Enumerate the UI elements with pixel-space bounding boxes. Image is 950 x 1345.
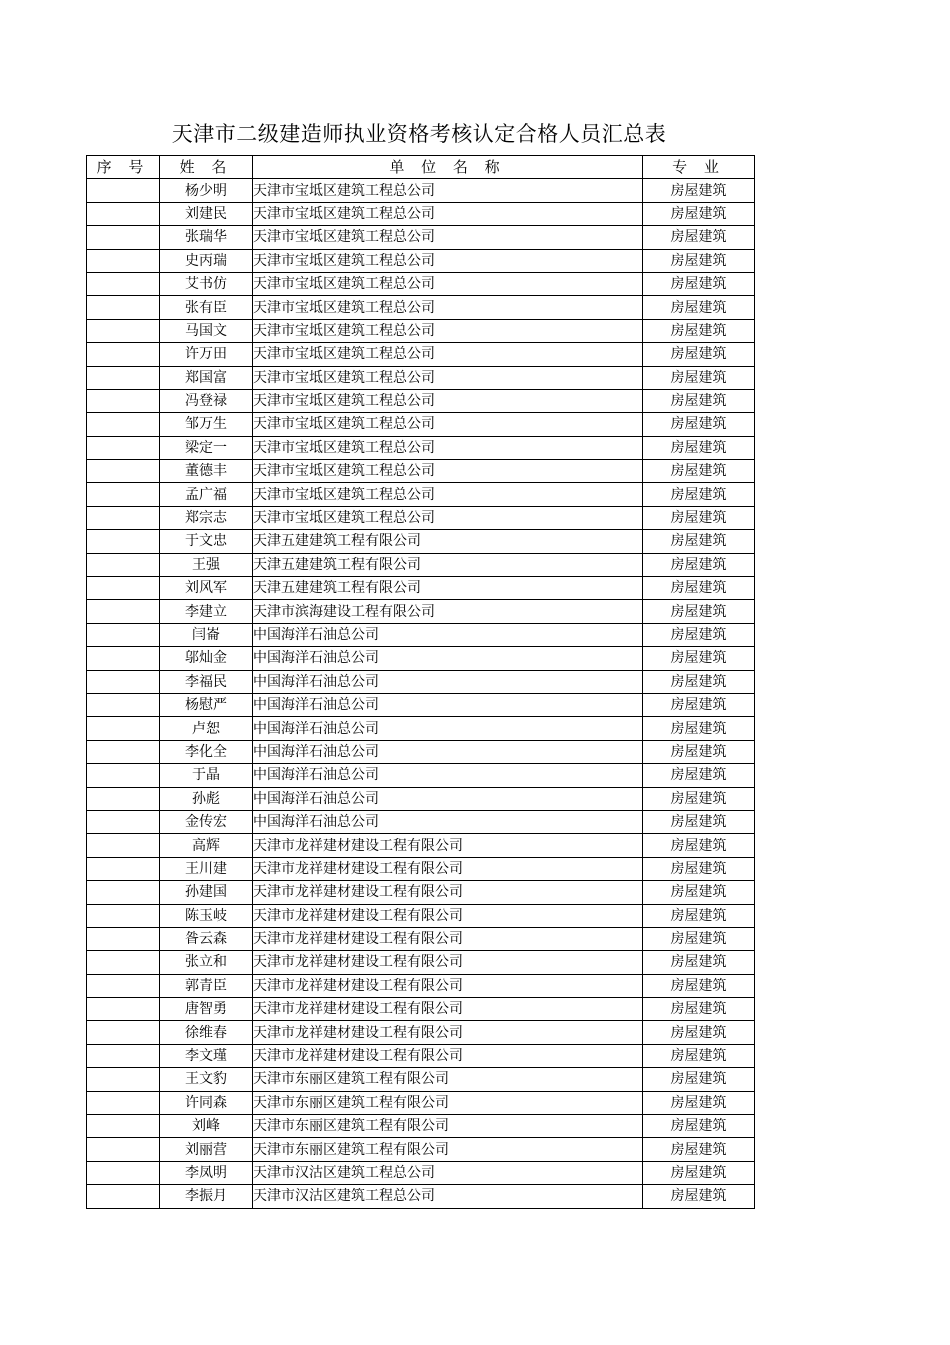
cell-unit: 中国海洋石油总公司 [253, 647, 643, 670]
cell-unit: 中国海洋石油总公司 [253, 717, 643, 740]
cell-name: 于文忠 [160, 530, 253, 553]
cell-spec: 房屋建筑 [643, 1185, 755, 1208]
cell-seq [87, 413, 160, 436]
cell-seq [87, 670, 160, 693]
table-row [87, 810, 755, 833]
cell-seq [87, 810, 160, 833]
cell-unit: 天津市宝坻区建筑工程总公司 [253, 506, 643, 529]
cell-spec: 房屋建筑 [643, 693, 755, 716]
cell-name: 梁定一 [160, 436, 253, 459]
cell-unit: 天津市宝坻区建筑工程总公司 [253, 226, 643, 249]
cell-unit: 天津市龙祥建材建设工程有限公司 [253, 974, 643, 997]
cell-name: 郑宗志 [160, 506, 253, 529]
cell-unit: 天津市宝坻区建筑工程总公司 [253, 483, 643, 506]
cell-seq [87, 1115, 160, 1138]
cell-unit: 天津市龙祥建材建设工程有限公司 [253, 904, 643, 927]
cell-seq [87, 647, 160, 670]
cell-name: 李建立 [160, 600, 253, 623]
table-row [87, 740, 755, 763]
cell-seq [87, 460, 160, 483]
cell-spec: 房屋建筑 [643, 670, 755, 693]
cell-spec: 房屋建筑 [643, 881, 755, 904]
cell-seq [87, 577, 160, 600]
cell-spec: 房屋建筑 [643, 1115, 755, 1138]
table-row [87, 319, 755, 342]
cell-seq [87, 179, 160, 202]
roster-table [86, 155, 755, 1209]
cell-seq [87, 717, 160, 740]
cell-name: 于晶 [160, 764, 253, 787]
table-row [87, 202, 755, 225]
cell-spec: 房屋建筑 [643, 553, 755, 576]
cell-spec: 房屋建筑 [643, 647, 755, 670]
cell-unit: 天津市龙祥建材建设工程有限公司 [253, 834, 643, 857]
cell-spec: 房屋建筑 [643, 460, 755, 483]
table-row [87, 506, 755, 529]
cell-unit: 天津市东丽区建筑工程有限公司 [253, 1091, 643, 1114]
table-row [87, 553, 755, 576]
cell-unit: 天津五建建筑工程有限公司 [253, 577, 643, 600]
table-row [87, 951, 755, 974]
cell-name: 张瑞华 [160, 226, 253, 249]
table-row [87, 904, 755, 927]
cell-unit: 天津市汉沽区建筑工程总公司 [253, 1185, 643, 1208]
cell-seq [87, 436, 160, 459]
table-row [87, 787, 755, 810]
cell-name: 史丙瑞 [160, 249, 253, 272]
cell-name: 孟广福 [160, 483, 253, 506]
cell-name: 陈玉岐 [160, 904, 253, 927]
cell-name: 郭青臣 [160, 974, 253, 997]
cell-unit: 天津市滨海建设工程有限公司 [253, 600, 643, 623]
cell-seq [87, 764, 160, 787]
table-row [87, 647, 755, 670]
table-row [87, 366, 755, 389]
cell-seq [87, 904, 160, 927]
cell-name: 李文瑾 [160, 1044, 253, 1067]
cell-name: 刘建民 [160, 202, 253, 225]
cell-name: 杨慰严 [160, 693, 253, 716]
cell-unit: 天津五建建筑工程有限公司 [253, 530, 643, 553]
cell-name: 高辉 [160, 834, 253, 857]
cell-unit: 天津市龙祥建材建设工程有限公司 [253, 951, 643, 974]
table-row [87, 1161, 755, 1184]
cell-spec: 房屋建筑 [643, 202, 755, 225]
cell-name: 徐维春 [160, 1021, 253, 1044]
cell-spec: 房屋建筑 [643, 1021, 755, 1044]
cell-unit: 天津市龙祥建材建设工程有限公司 [253, 1021, 643, 1044]
cell-spec: 房屋建筑 [643, 623, 755, 646]
header-row [87, 156, 755, 179]
table-row [87, 1115, 755, 1138]
cell-unit: 天津市龙祥建材建设工程有限公司 [253, 927, 643, 950]
cell-name: 邹万生 [160, 413, 253, 436]
cell-name: 李福民 [160, 670, 253, 693]
table-row [87, 179, 755, 202]
cell-spec: 房屋建筑 [643, 506, 755, 529]
cell-name: 张立和 [160, 951, 253, 974]
table-row [87, 226, 755, 249]
table-row [87, 623, 755, 646]
cell-name: 李化全 [160, 740, 253, 763]
cell-spec: 房屋建筑 [643, 600, 755, 623]
table-row [87, 530, 755, 553]
cell-spec: 房屋建筑 [643, 1044, 755, 1067]
table-row [87, 693, 755, 716]
table-row [87, 296, 755, 319]
cell-unit: 天津市宝坻区建筑工程总公司 [253, 436, 643, 459]
cell-spec: 房屋建筑 [643, 740, 755, 763]
table-row [87, 483, 755, 506]
table-row [87, 460, 755, 483]
cell-name: 刘峰 [160, 1115, 253, 1138]
cell-name: 王强 [160, 553, 253, 576]
cell-unit: 天津市宝坻区建筑工程总公司 [253, 319, 643, 342]
cell-unit: 中国海洋石油总公司 [253, 764, 643, 787]
cell-seq [87, 951, 160, 974]
cell-unit: 天津五建建筑工程有限公司 [253, 553, 643, 576]
cell-unit: 天津市龙祥建材建设工程有限公司 [253, 881, 643, 904]
cell-spec: 房屋建筑 [643, 857, 755, 880]
cell-seq [87, 600, 160, 623]
cell-name: 孙彪 [160, 787, 253, 810]
cell-spec: 房屋建筑 [643, 717, 755, 740]
cell-seq [87, 249, 160, 272]
table-row [87, 413, 755, 436]
cell-spec: 房屋建筑 [643, 343, 755, 366]
cell-seq [87, 553, 160, 576]
cell-spec: 房屋建筑 [643, 764, 755, 787]
cell-seq [87, 1161, 160, 1184]
table-row [87, 857, 755, 880]
cell-name: 马国文 [160, 319, 253, 342]
table-row [87, 1185, 755, 1208]
cell-name: 李振月 [160, 1185, 253, 1208]
cell-spec: 房屋建筑 [643, 296, 755, 319]
table-row [87, 974, 755, 997]
cell-seq [87, 974, 160, 997]
cell-spec: 房屋建筑 [643, 483, 755, 506]
cell-spec: 房屋建筑 [643, 1161, 755, 1184]
table-row [87, 577, 755, 600]
cell-unit: 中国海洋石油总公司 [253, 623, 643, 646]
header-seq: 序 号 [87, 156, 160, 179]
cell-seq [87, 1068, 160, 1091]
table-row [87, 343, 755, 366]
cell-spec: 房屋建筑 [643, 413, 755, 436]
cell-seq [87, 740, 160, 763]
cell-name: 金传宏 [160, 810, 253, 833]
cell-spec: 房屋建筑 [643, 1138, 755, 1161]
cell-seq [87, 389, 160, 412]
cell-name: 昝云森 [160, 927, 253, 950]
cell-seq [87, 296, 160, 319]
table-row [87, 881, 755, 904]
cell-unit: 天津市宝坻区建筑工程总公司 [253, 179, 643, 202]
cell-unit: 天津市宝坻区建筑工程总公司 [253, 389, 643, 412]
cell-name: 杨少明 [160, 179, 253, 202]
cell-name: 郑国富 [160, 366, 253, 389]
table-row [87, 1068, 755, 1091]
table-row [87, 272, 755, 295]
cell-spec: 房屋建筑 [643, 249, 755, 272]
cell-spec: 房屋建筑 [643, 834, 755, 857]
cell-seq [87, 506, 160, 529]
table-row [87, 927, 755, 950]
cell-spec: 房屋建筑 [643, 530, 755, 553]
header-unit: 单 位 名 称 [253, 156, 643, 179]
table-row [87, 1021, 755, 1044]
cell-seq [87, 272, 160, 295]
cell-name: 艾书仿 [160, 272, 253, 295]
cell-name: 唐智勇 [160, 998, 253, 1021]
cell-name: 王文豹 [160, 1068, 253, 1091]
header-name: 姓 名 [160, 156, 253, 179]
cell-spec: 房屋建筑 [643, 974, 755, 997]
cell-name: 许同森 [160, 1091, 253, 1114]
cell-seq [87, 787, 160, 810]
cell-name: 闫崙 [160, 623, 253, 646]
cell-seq [87, 366, 160, 389]
cell-unit: 中国海洋石油总公司 [253, 693, 643, 716]
table-row [87, 670, 755, 693]
cell-spec: 房屋建筑 [643, 998, 755, 1021]
cell-unit: 天津市汉沽区建筑工程总公司 [253, 1161, 643, 1184]
cell-unit: 中国海洋石油总公司 [253, 740, 643, 763]
cell-spec: 房屋建筑 [643, 436, 755, 459]
cell-name: 冯登禄 [160, 389, 253, 412]
page-title: 天津市二级建造师执业资格考核认定合格人员汇总表 [171, 122, 667, 146]
cell-unit: 天津市东丽区建筑工程有限公司 [253, 1115, 643, 1138]
cell-seq [87, 998, 160, 1021]
table-row [87, 249, 755, 272]
cell-name: 许万田 [160, 343, 253, 366]
cell-spec: 房屋建筑 [643, 904, 755, 927]
cell-seq [87, 1185, 160, 1208]
cell-name: 张有臣 [160, 296, 253, 319]
table-row [87, 764, 755, 787]
cell-name: 董德丰 [160, 460, 253, 483]
cell-seq [87, 693, 160, 716]
cell-spec: 房屋建筑 [643, 787, 755, 810]
cell-spec: 房屋建筑 [643, 927, 755, 950]
cell-name: 孙建国 [160, 881, 253, 904]
cell-seq [87, 623, 160, 646]
cell-name: 李凤明 [160, 1161, 253, 1184]
cell-seq [87, 1021, 160, 1044]
cell-unit: 天津市宝坻区建筑工程总公司 [253, 366, 643, 389]
table-row [87, 998, 755, 1021]
table-row [87, 834, 755, 857]
cell-unit: 天津市龙祥建材建设工程有限公司 [253, 857, 643, 880]
cell-name: 卢恕 [160, 717, 253, 740]
table-row [87, 1044, 755, 1067]
cell-seq [87, 881, 160, 904]
cell-seq [87, 834, 160, 857]
cell-unit: 天津市宝坻区建筑工程总公司 [253, 460, 643, 483]
table-row [87, 1091, 755, 1114]
cell-seq [87, 1091, 160, 1114]
cell-unit: 中国海洋石油总公司 [253, 670, 643, 693]
cell-unit: 天津市龙祥建材建设工程有限公司 [253, 1044, 643, 1067]
cell-unit: 中国海洋石油总公司 [253, 810, 643, 833]
cell-spec: 房屋建筑 [643, 1068, 755, 1091]
cell-spec: 房屋建筑 [643, 810, 755, 833]
cell-unit: 天津市东丽区建筑工程有限公司 [253, 1138, 643, 1161]
cell-unit: 天津市龙祥建材建设工程有限公司 [253, 998, 643, 1021]
table-row [87, 1138, 755, 1161]
cell-seq [87, 1138, 160, 1161]
cell-unit: 天津市东丽区建筑工程有限公司 [253, 1068, 643, 1091]
cell-seq [87, 530, 160, 553]
cell-spec: 房屋建筑 [643, 389, 755, 412]
cell-unit: 中国海洋石油总公司 [253, 787, 643, 810]
table-row [87, 717, 755, 740]
cell-spec: 房屋建筑 [643, 366, 755, 389]
cell-seq [87, 343, 160, 366]
table-row [87, 436, 755, 459]
cell-unit: 天津市宝坻区建筑工程总公司 [253, 249, 643, 272]
cell-unit: 天津市宝坻区建筑工程总公司 [253, 343, 643, 366]
cell-spec: 房屋建筑 [643, 179, 755, 202]
cell-spec: 房屋建筑 [643, 319, 755, 342]
cell-name: 王川建 [160, 857, 253, 880]
cell-seq [87, 202, 160, 225]
cell-name: 刘丽营 [160, 1138, 253, 1161]
cell-unit: 天津市宝坻区建筑工程总公司 [253, 272, 643, 295]
table-row [87, 600, 755, 623]
cell-seq [87, 927, 160, 950]
cell-spec: 房屋建筑 [643, 951, 755, 974]
table-row [87, 389, 755, 412]
header-spec: 专 业 [643, 156, 755, 179]
cell-seq [87, 319, 160, 342]
cell-name: 刘风军 [160, 577, 253, 600]
cell-seq [87, 857, 160, 880]
cell-seq [87, 1044, 160, 1067]
cell-name: 邬灿金 [160, 647, 253, 670]
cell-spec: 房屋建筑 [643, 272, 755, 295]
cell-spec: 房屋建筑 [643, 226, 755, 249]
cell-unit: 天津市宝坻区建筑工程总公司 [253, 296, 643, 319]
cell-seq [87, 483, 160, 506]
cell-unit: 天津市宝坻区建筑工程总公司 [253, 202, 643, 225]
cell-spec: 房屋建筑 [643, 577, 755, 600]
cell-seq [87, 226, 160, 249]
cell-spec: 房屋建筑 [643, 1091, 755, 1114]
table-body [87, 179, 755, 1208]
cell-unit: 天津市宝坻区建筑工程总公司 [253, 413, 643, 436]
